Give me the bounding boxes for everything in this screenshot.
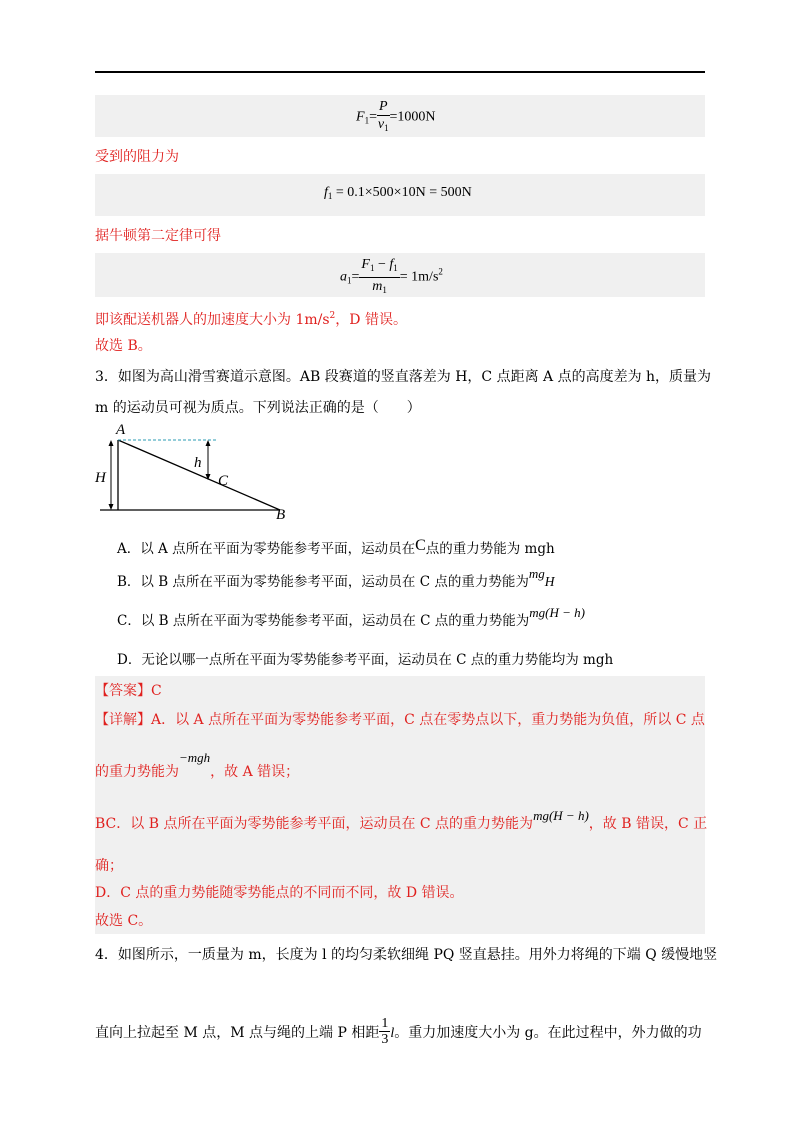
text-newton-law: 据牛顿第二定律可得 <box>95 228 221 244</box>
header-rule <box>95 71 705 73</box>
answer-detail-line6: 故选 C。 <box>95 913 153 929</box>
q4-stem-line1: 4．如图所示，一质量为 m，长度为 l 的均匀柔软细绳 PQ 竖直悬挂。用外力将绳的下端 Q 缓慢地竖 <box>95 947 718 963</box>
answer-detail-line3: BC．以 B 点所在平面为零势能参考平面，运动员在 C 点的重力势能为mg(H − h)，故 B 错误，C 正 <box>95 808 708 832</box>
answer-label: 【答案】C <box>95 683 162 699</box>
q3-option-b: B．以 B 点所在平面为零势能参考平面，运动员在 C 点的重力势能为mgH <box>117 566 555 590</box>
label-B: B <box>276 507 286 523</box>
fraction-force-over-mass: $\frac{F_1 - f_1}{m_1}$ <box>361 257 398 295</box>
slope-line <box>118 440 280 510</box>
answer-detail-line1: 【详解】A．以 A 点所在平面为零势能参考平面，C 点在零势点以下，重力势能为负值，所以 C 点 <box>95 712 705 728</box>
q3-option-d: D．无论以哪一点所在平面为零势能参考平面，运动员在 C 点的重力势能均为 mgh <box>117 652 614 668</box>
text-choose-b: 故选 B。 <box>95 338 152 354</box>
label-A: A <box>116 422 126 438</box>
answer-detail-line2: 的重力势能为−mgh，故 A 错误； <box>95 750 300 780</box>
answer-detail-line4: 确； <box>95 858 123 874</box>
answer-detail-line5: D．C 点的重力势能随零势能点的不同而不同，故 D 错误。 <box>95 885 464 901</box>
q3-stem-line1: 3．如图为高山滑雪赛道示意图。AB 段赛道的竖直落差为 H，C 点距离 A 点的高度差为 h，质量为 <box>95 369 712 385</box>
label-h: h <box>194 455 202 471</box>
q3-option-c: C．以 B 点所在平面为零势能参考平面，运动员在 C 点的重力势能为mg(H − h) <box>117 605 585 629</box>
arrowhead-up-icon <box>109 440 114 446</box>
label-H: H <box>95 470 106 486</box>
equation-power-force: $F_1=$ $\frac{P}{v_1}$ =1000N <box>356 98 436 137</box>
text-resistance: 受到的阻力为 <box>95 149 179 165</box>
arrowhead-up-icon <box>206 440 211 446</box>
label-C: C <box>218 473 229 489</box>
q3-stem-line2: m 的运动员可视为质点。下列说法正确的是（ ） <box>95 400 421 416</box>
fraction-one-third: $\frac{1}{3}$ <box>381 1016 389 1047</box>
fraction-p-over-v: $\frac{P}{v_1}$ <box>377 99 389 133</box>
arrowhead-down-icon <box>109 504 114 510</box>
equation-acceleration: $a_1=$ $\frac{F_1 - f_1}{m_1}$ = $1m/s^2$ <box>340 256 443 299</box>
q4-stem-line2: 直向上拉起至 M 点，M 点与绳的上端 P 相距 $\frac{1}{3}$ l。重力加速度大小为 g。在此过程中，外力做的功 <box>95 1016 702 1047</box>
text-acceleration-result: 即该配送机器人的加速度大小为 $1m/s^2$，D 错误。 <box>95 311 407 328</box>
ski-slope-diagram <box>90 418 300 523</box>
equation-resistance: $f_1 = 0.1\times 500\times 10N = 500N$ <box>324 185 472 201</box>
q3-option-a: A．以 A 点所在平面为零势能参考平面，运动员在C点的重力势能为 mgh <box>117 537 555 557</box>
